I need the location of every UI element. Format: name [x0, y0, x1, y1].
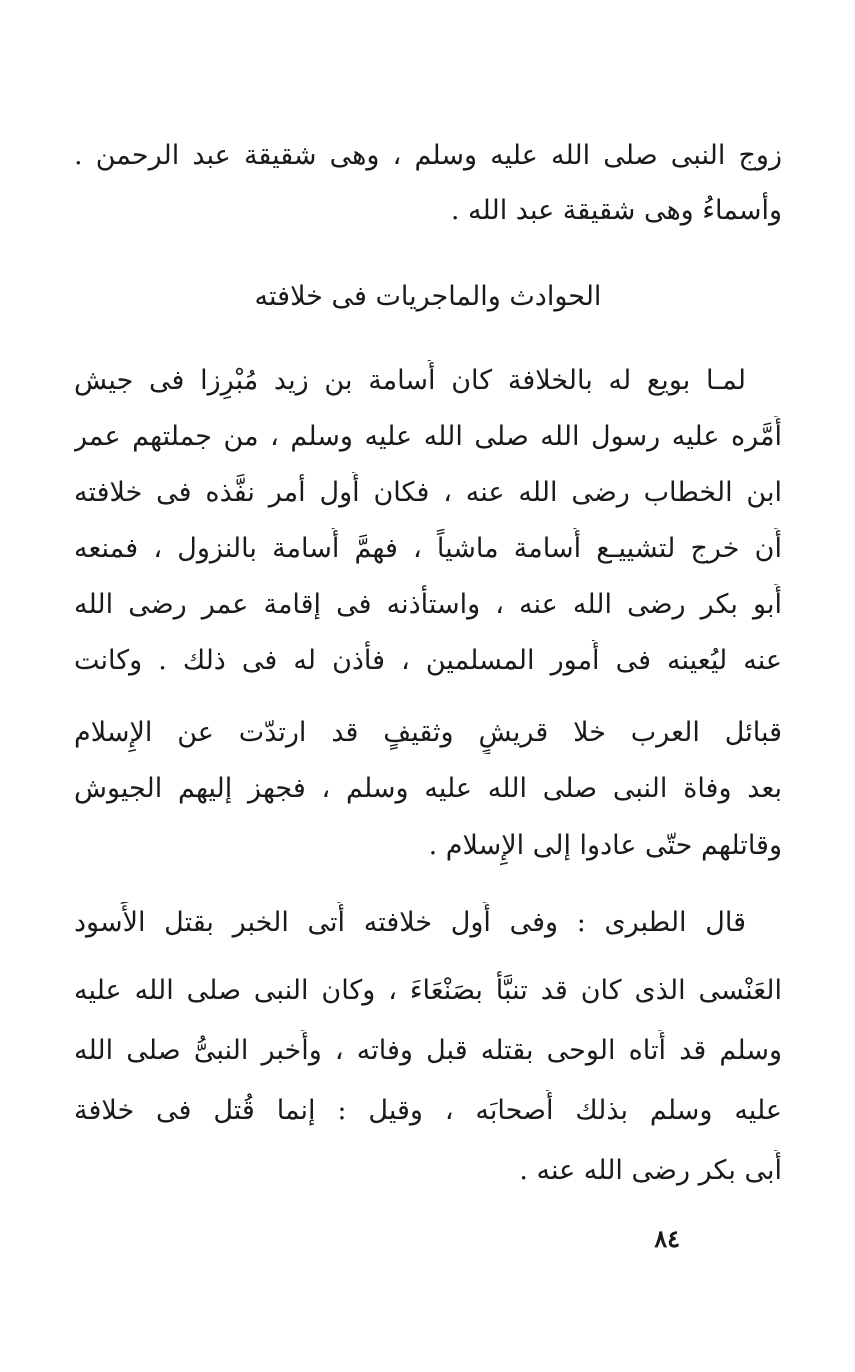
text-line: عنه ليُعينه فى أُمور المسلمين ، فأَذن له فى ذلك . وكانت	[74, 645, 782, 676]
text-line: أَبو بكر رضى الله عنه ، واستأْذنه فى إقامة عمر رضى الله	[74, 589, 782, 620]
text-line: بعد وفاة النبى صلى الله عليه وسلم ، فجهز إليهم الجيوش	[74, 773, 782, 804]
text-line: لمـا بويع له بالخلافة كان أُسامة بن زيد مُبْرِزا فى جيش	[74, 365, 746, 396]
text-line: قال الطبرى : وفى أَول خلافته أَتى الخبر بقتل الأَسود	[74, 907, 746, 938]
text-line: وأسماءُ وهى شقيقة عبد الله .	[450, 195, 782, 226]
page-number: ٨٤	[654, 1224, 680, 1253]
text-line: أَبى بكر رضى الله عنه .	[519, 1155, 782, 1186]
text-line: أَمَّره عليه رسول الله صلى الله عليه وسلم ، من جملتهم عمر	[74, 421, 782, 452]
text-line: أَن خرج لتشييـع أُسامة ماشياً ، فهمَّ أُسامة بالنزول ، فمنعه	[74, 533, 782, 564]
text-line: ابن الخطاب رضى الله عنه ، فكان أَول أمر نفَّذه فى خلافته	[74, 477, 782, 508]
text-line: وقاتلهم حتّى عادوا إلى الإِسلام .	[428, 830, 782, 861]
text-line: عليه وسلم بذلك أَصحابَه ، وقيل : إنما قُتل فى خلافة	[74, 1095, 782, 1126]
text-line: قبائل العرب خلا قريشٍ وثقيفٍ قد ارتدّت عن الإِسلام	[74, 717, 782, 748]
section-heading: الحوادث والماجريات فى خلافته	[254, 281, 602, 312]
text-line: وسلم قد أَتاه الوحى بقتله قبل وفاته ، وأَخبر النبىُّ صلى الله	[74, 1035, 782, 1066]
text-line: زوج النبى صلى الله عليه وسلم ، وهى شقيقة عبد الرحمن .	[74, 140, 782, 171]
text-line: العَنْسى الذى كان قد تنبَّأَ بصَنْعَاءَ ، وكان النبى صلى الله عليه	[74, 975, 782, 1006]
